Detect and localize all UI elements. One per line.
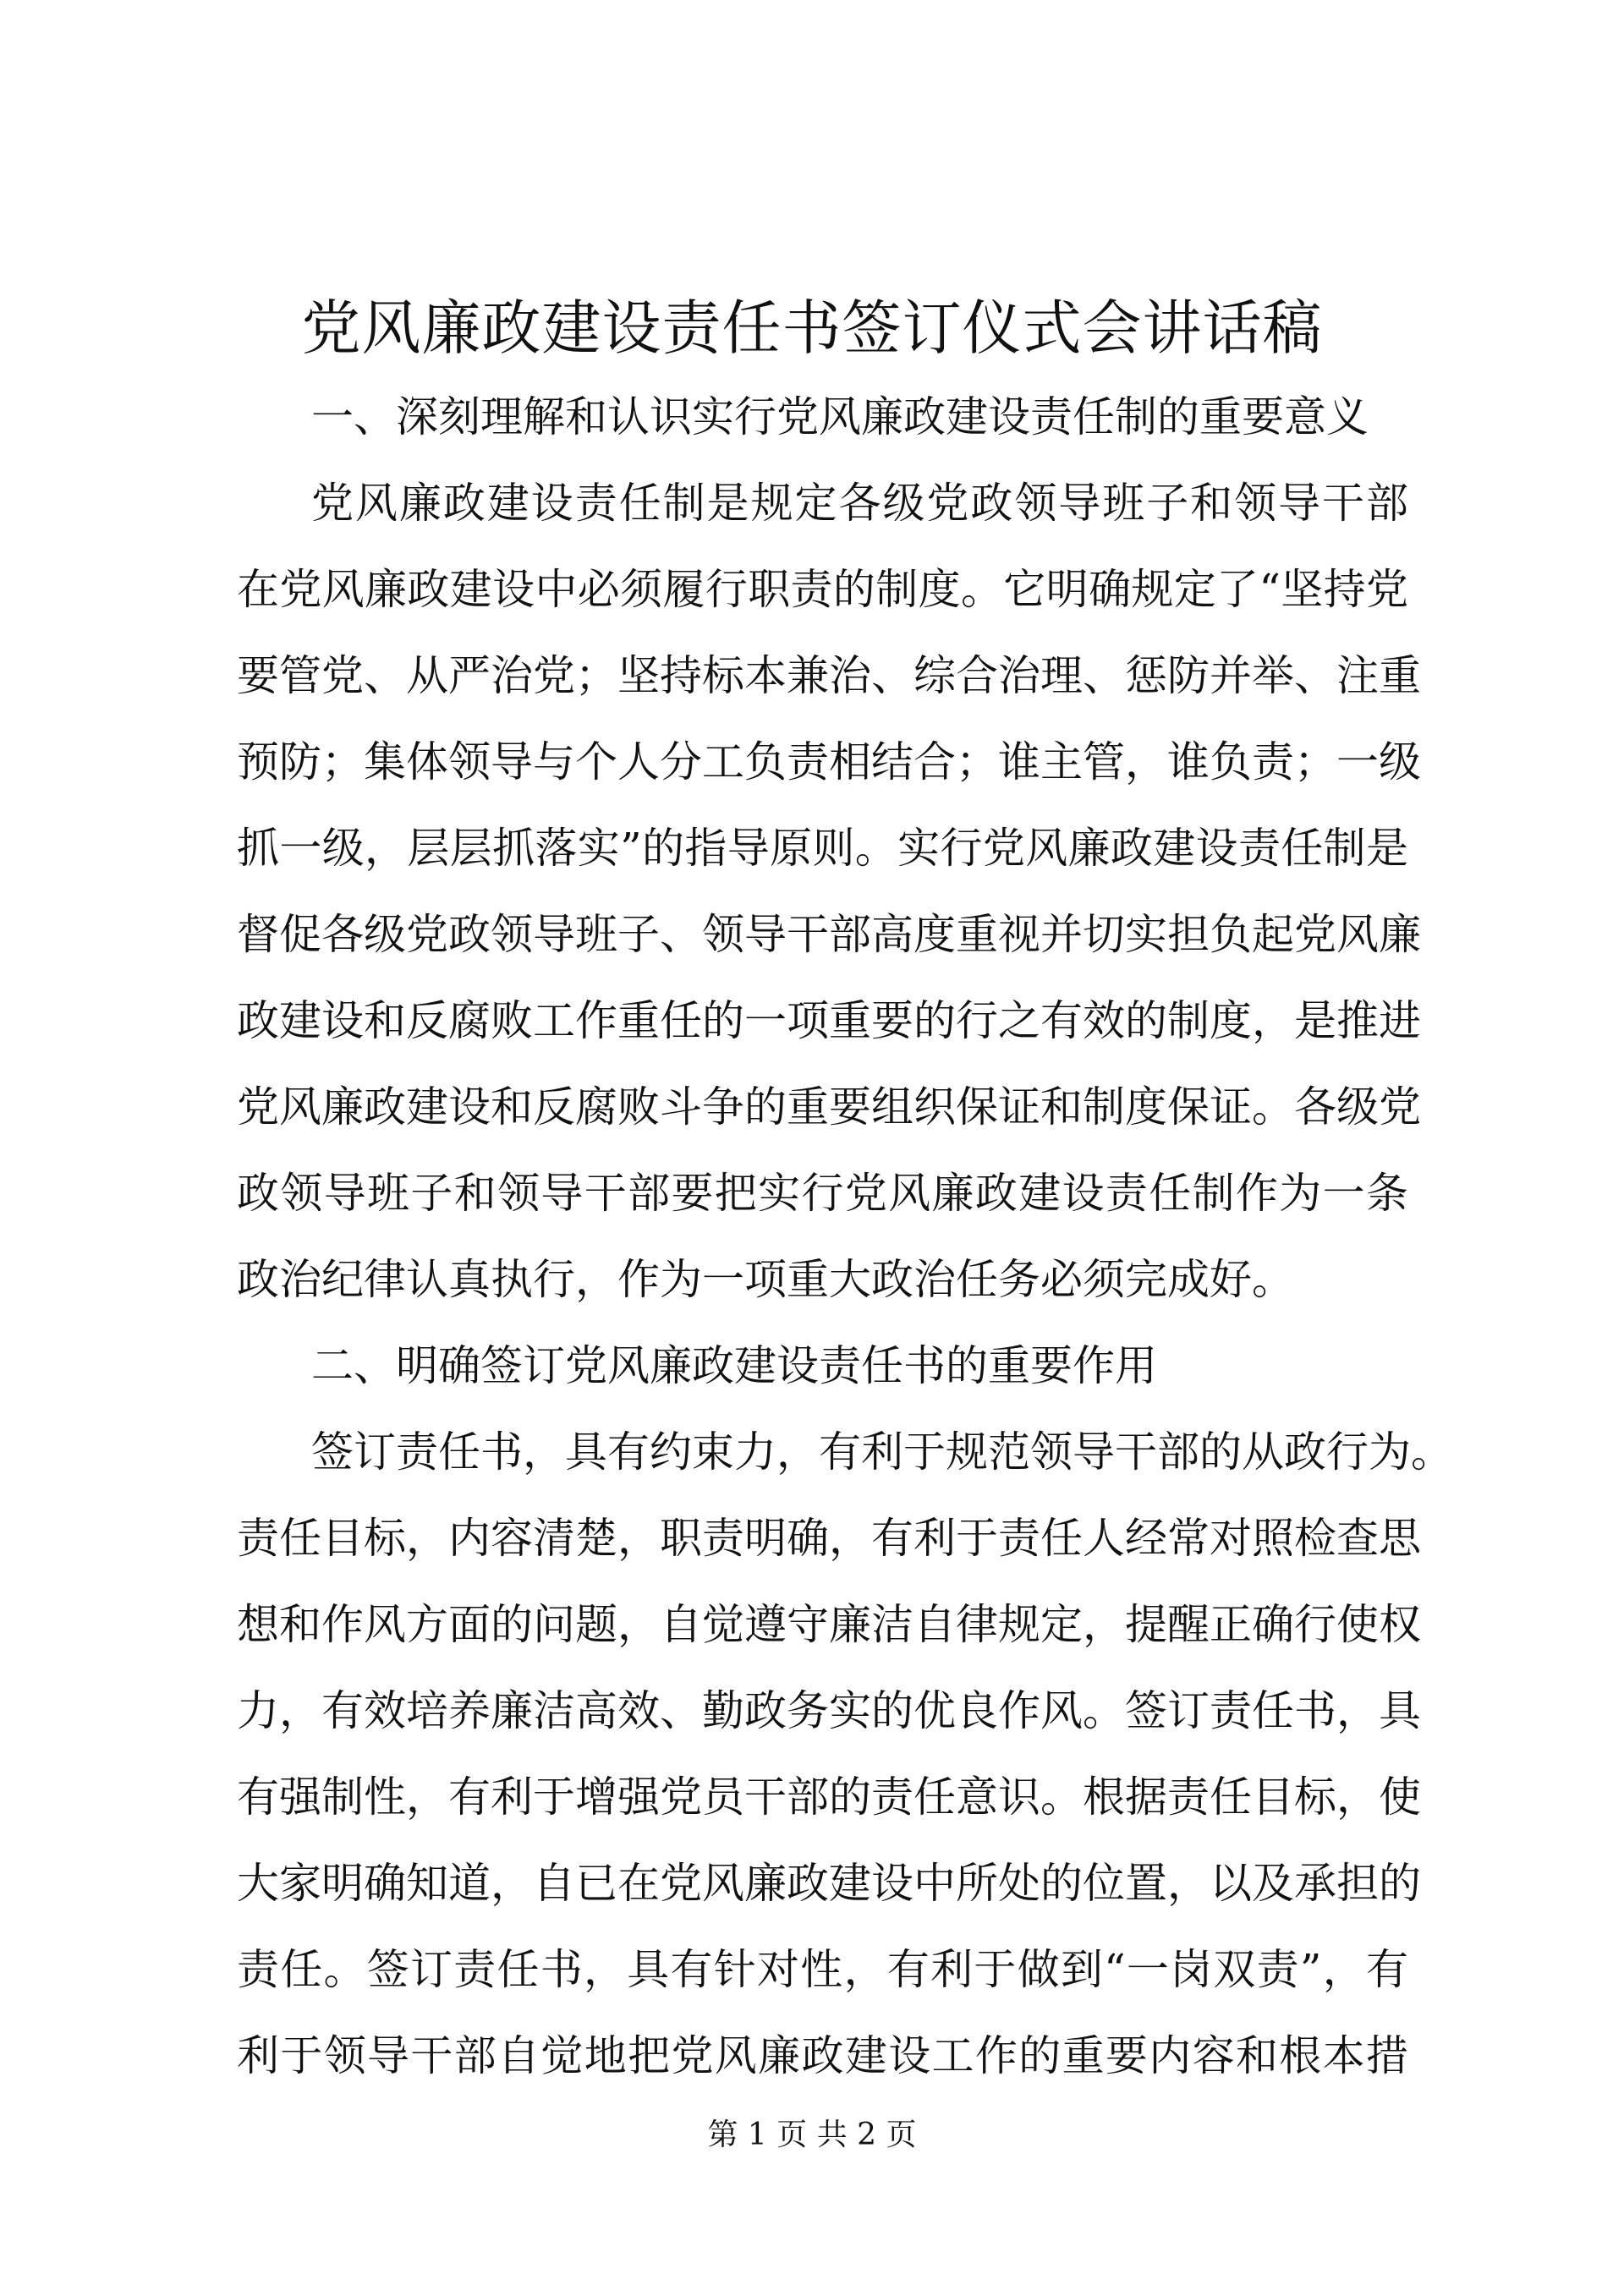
body-line: 在党风廉政建设中必须履行职责的制度。它明确规定了“坚持党	[237, 565, 1408, 614]
body-line: 政领导班子和领导干部要把实行党风廉政建设责任制作为一条	[237, 1169, 1408, 1218]
page-title: 党风廉政建设责任书签订仪式会讲话稿	[301, 293, 1323, 363]
body-line: 抓一级，层层抓落实”的指导原则。实行党风廉政建设责任制是	[237, 824, 1408, 873]
section-heading-2: 二、明确签订党风廉政建设责任书的重要作用	[311, 1341, 1157, 1390]
body-line: 力，有效培养廉洁高效、勤政务实的优良作风。签订责任书，具	[237, 1686, 1421, 1735]
body-line: 政建设和反腐败工作重任的一项重要的行之有效的制度，是推进	[237, 996, 1421, 1045]
body-line: 责任。签订责任书，具有针对性，有利于做到“一岗双责”，有	[237, 1945, 1408, 1994]
body-line: 大家明确知道，自已在党风廉政建设中所处的位置，以及承担的	[237, 1859, 1421, 1908]
body-line: 责任目标，内容清楚，职责明确，有利于责任人经常对照检查思	[237, 1514, 1421, 1563]
body-line: 签订责任书，具有约束力，有利于规范领导干部的从政行为。	[311, 1427, 1453, 1477]
body-line: 利于领导干部自觉地把党风廉政建设工作的重要内容和根本措	[237, 2031, 1408, 2080]
body-line: 要管党、从严治党；坚持标本兼治、综合治理、惩防并举、注重	[237, 651, 1421, 700]
body-line: 预防；集体领导与个人分工负责相结合；谁主管，谁负责；一级	[237, 737, 1421, 786]
page-number-footer: 第 1 页 共 2 页	[707, 2118, 917, 2152]
body-line: 党风廉政建设责任制是规定各级党政领导班子和领导干部	[311, 479, 1408, 528]
section-heading-1: 一、深刻理解和认识实行党风廉政建设责任制的重要意义	[311, 392, 1369, 441]
body-line: 党风廉政建设和反腐败斗争的重要组织保证和制度保证。各级党	[237, 1082, 1421, 1132]
body-line: 想和作风方面的问题，自觉遵守廉洁自律规定，提醒正确行使权	[237, 1600, 1421, 1649]
body-line: 有强制性，有利于增强党员干部的责任意识。根据责任目标，使	[237, 1773, 1421, 1822]
body-line: 督促各级党政领导班子、领导干部高度重视并切实担负起党风廉	[237, 910, 1421, 959]
body-line: 政治纪律认真执行，作为一项重大政治任务必须完成好。	[237, 1255, 1294, 1304]
